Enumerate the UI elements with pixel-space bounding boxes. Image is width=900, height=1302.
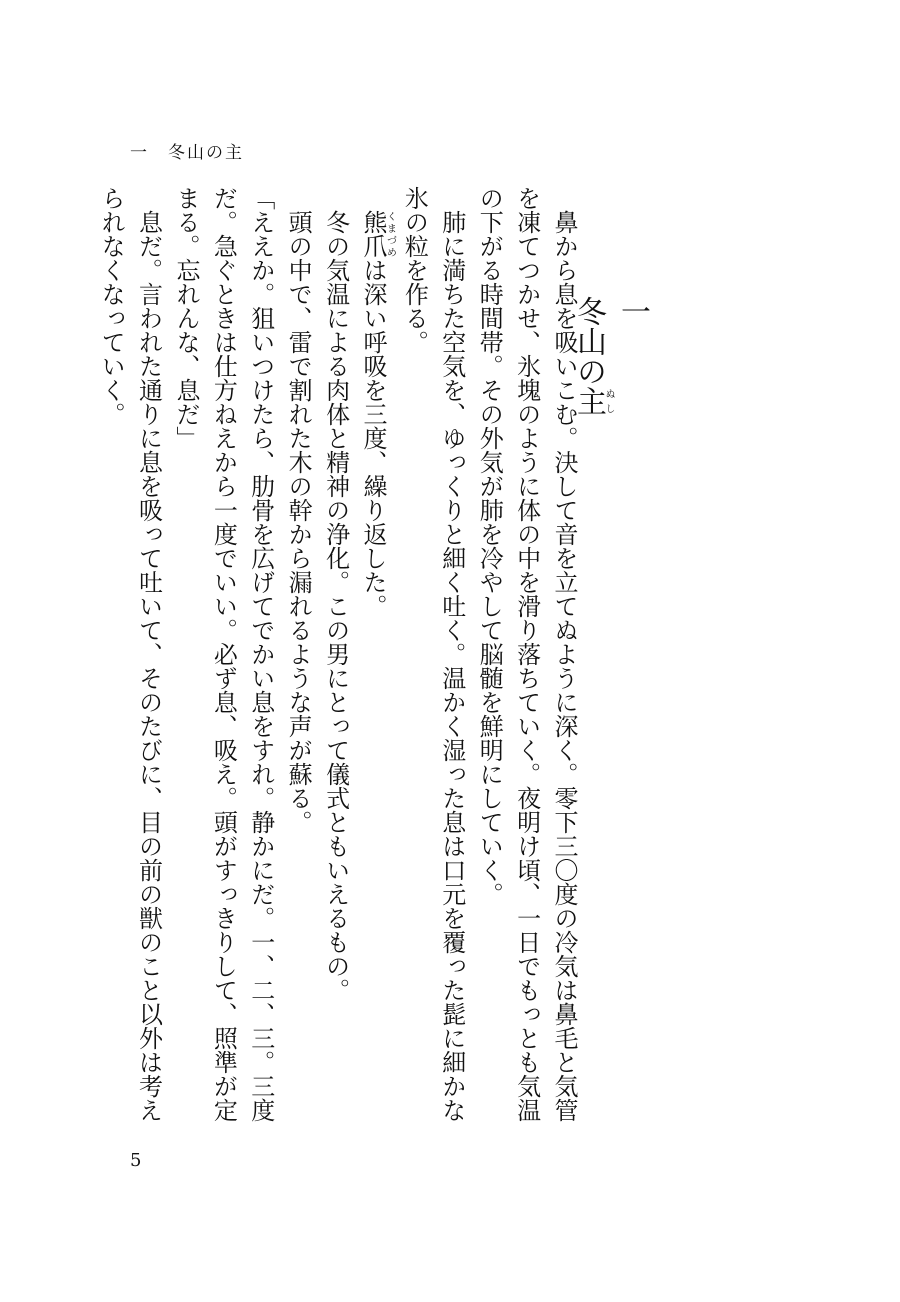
ruby-reading: ぬし <box>603 386 614 416</box>
paragraph: 頭の中で、雷で割れた木の幹から漏れるような声が蘇る。 <box>284 210 313 834</box>
running-head: 一 冬山の主 <box>130 143 244 163</box>
kumazume-ruby <box>358 210 396 258</box>
paragraph: 鼻から息を吸いこむ。決して音を立てぬように深く。零下三〇度の冷気は鼻毛と気管を凍てつかせ、氷塊のように体の中を滑り落ちていく。夜明け頃、一日でもっとも気温の下がる時間帯。その外気が肺を冷やして脳髄を鮮明にしていく。 <box>475 186 578 1122</box>
chapter-number: 一 <box>615 296 650 326</box>
dialogue-paragraph: 「ええか。狙いつけたら、肋骨を広げてでかい息をすれ。静かにだ。一、二、三。三度だ。急ぐときは仕方ねえから一度でいい。必ず息、吸え。頭がすっきりして、照準が定まる。忘れんな、息だ」 <box>171 186 275 1122</box>
chapter-title-base: 冬山の <box>571 296 606 386</box>
page-number: 5 <box>130 1150 142 1171</box>
paragraph: 肺に満ちた空気を、ゆっくりと細く吐く。温かく湿った息は口元を覆った髭に細かな氷の粒を作る。 <box>400 186 466 1122</box>
paragraph: 息だ。言われた通りに息を吸って吐いて、そのたびに、目の前の獣のこと以外は考えられなくなっていく。 <box>97 186 163 1122</box>
paragraph <box>354 186 395 1136</box>
chapter-heading <box>571 296 654 456</box>
ruby-base: 主 <box>571 386 606 416</box>
paragraph-text: は深い呼吸を三度、繰り返した。 <box>358 258 387 618</box>
ruby-reading: くまづめ <box>384 210 396 258</box>
body-text <box>97 186 582 1136</box>
paragraph: 冬の気温による肉体と精神の浄化。この男にとって儀式ともいえるもの。 <box>321 210 350 1002</box>
ruby-base: 熊爪 <box>358 210 387 258</box>
